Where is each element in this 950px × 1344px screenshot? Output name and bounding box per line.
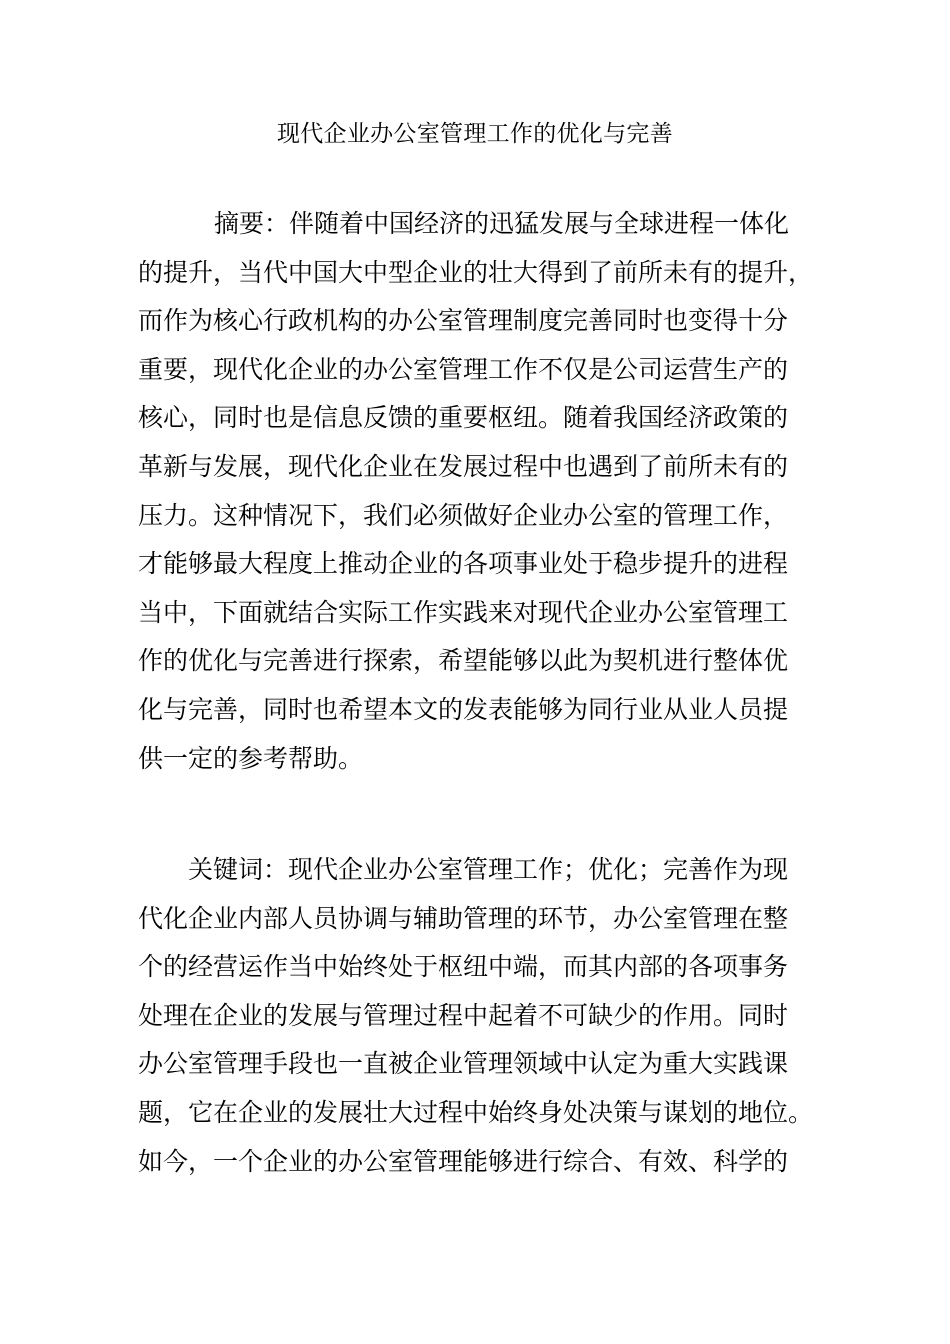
abstract-line: 的提升，当代中国大中型企业的壮大得到了前所未有的提升， <box>138 257 814 287</box>
abstract-line: 供一定的参考帮助。 <box>138 743 364 773</box>
abstract-line: 化与完善，同时也希望本文的发表能够为同行业从业人员提 <box>138 694 789 724</box>
keywords-paragraph <box>138 846 818 1186</box>
abstract-line: 摘要：伴随着中国经济的迅猛发展与全球进程一体化 <box>214 209 790 238</box>
abstract-paragraph <box>138 200 818 783</box>
keywords-line: 关键词：现代企业办公室管理工作；优化；完善作为现 <box>188 855 789 884</box>
body-line: 题，它在企业的发展壮大过程中始终身处决策与谋划的地位。 <box>138 1097 814 1127</box>
abstract-line: 作的优化与完善进行探索，希望能够以此为契机进行整体优 <box>138 646 789 676</box>
abstract-line: 革新与发展，现代化企业在发展过程中也遇到了前所未有的 <box>138 451 789 481</box>
abstract-line: 核心，同时也是信息反馈的重要枢纽。随着我国经济政策的 <box>138 403 789 433</box>
body-line: 处理在企业的发展与管理过程中起着不可缺少的作用。同时 <box>138 1000 789 1030</box>
abstract-line: 重要，现代化企业的办公室管理工作不仅是公司运营生产的 <box>138 354 789 384</box>
body-line: 如今，一个企业的办公室管理能够进行综合、有效、科学的 <box>138 1146 789 1176</box>
abstract-line: 压力。这种情况下，我们必须做好企业办公室的管理工作， <box>138 500 789 530</box>
abstract-line: 而作为核心行政机构的办公室管理制度完善同时也变得十分 <box>138 306 789 336</box>
body-line: 个的经营运作当中始终处于枢纽中端，而其内部的各项事务 <box>138 952 789 982</box>
body-line: 办公室管理手段也一直被企业管理领域中认定为重大实践课 <box>138 1049 789 1079</box>
document-title: 现代企业办公室管理工作的优化与完善 <box>276 121 674 147</box>
body-line: 代化企业内部人员协调与辅助管理的环节，办公室管理在整 <box>138 903 789 933</box>
abstract-line: 才能够最大程度上推动企业的各项事业处于稳步提升的进程 <box>138 549 789 579</box>
abstract-line: 当中，下面就结合实际工作实践来对现代企业办公室管理工 <box>138 597 789 627</box>
